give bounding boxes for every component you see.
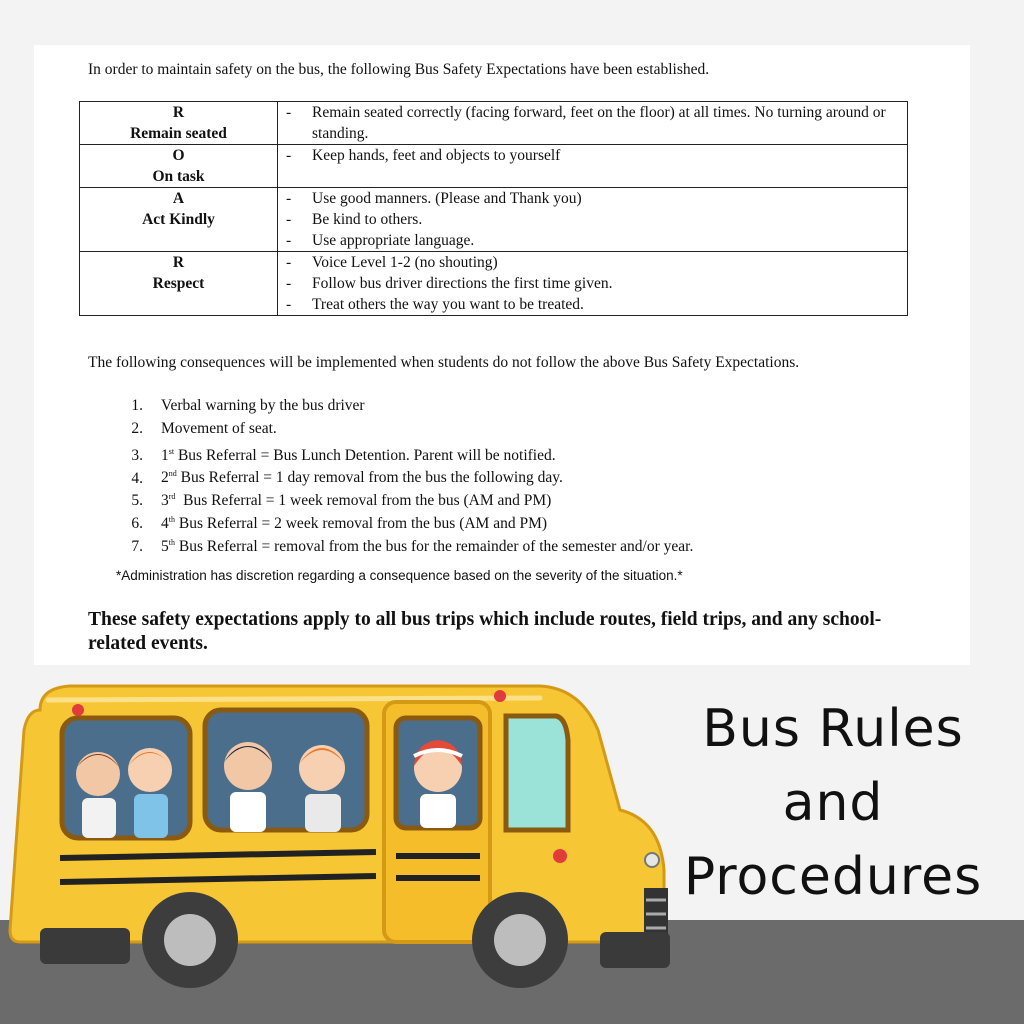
consequence-text: Bus Referral = 1 week removal from the bus (AM and PM) — [175, 492, 552, 510]
expectation-row — [80, 188, 908, 252]
expectation-item: - Voice Level 1-2 (no shouting) — [312, 252, 901, 273]
consequence-item — [88, 441, 693, 464]
expectation-letter: R — [172, 254, 185, 271]
expectation-row — [80, 252, 908, 316]
expectation-item: - Treat others the way you want to be treated. — [312, 294, 901, 315]
ordinal-suffix: rd — [168, 492, 176, 502]
consequence-number: 2. — [131, 419, 143, 437]
expectation-item: - Be kind to others. — [312, 209, 901, 230]
title-line-2: and — [782, 773, 884, 833]
expectation-item: - Keep hands, feet and objects to yourself — [312, 145, 901, 166]
expectation-letter: A — [172, 190, 185, 207]
expectation-letter: R — [172, 104, 185, 121]
expectation-letter-cell — [80, 145, 278, 188]
expectation-item: - Use appropriate language. — [312, 230, 901, 251]
consequence-number: 6. — [131, 515, 143, 533]
document-page — [34, 45, 970, 665]
expectation-item: - Remain seated correctly (facing forward, feet on the floor) at all times. No turning around or standing. — [312, 102, 901, 144]
closing-statement: These safety expectations apply to all bus trips which include routes, field trips, and any school-related events. — [88, 609, 882, 654]
consequence-item — [88, 509, 693, 532]
referral-ordinal: 4 — [161, 515, 169, 533]
consequence-number: 3. — [131, 446, 143, 464]
consequence-item — [88, 418, 693, 441]
consequence-text: Bus Referral = removal from the bus for the remainder of the semester and/or year. — [174, 537, 694, 555]
ordinal-suffix: th — [168, 537, 175, 547]
expectation-letter-cell — [80, 188, 278, 252]
expectation-description-cell — [278, 188, 908, 252]
referral-ordinal: 2 — [161, 469, 169, 487]
consequence-item — [88, 463, 693, 486]
expectation-name: Respect — [152, 275, 205, 292]
consequence-number: 4. — [131, 469, 143, 487]
school-bus-illustration — [0, 670, 680, 1010]
expectation-description-cell — [278, 145, 908, 188]
consequence-text: Movement of seat. — [161, 419, 277, 437]
expectation-item: - Follow bus driver directions the first time given. — [312, 273, 901, 294]
bus-rules-title — [668, 692, 998, 914]
expectation-letter: O — [172, 147, 185, 164]
expectation-name: Act Kindly — [142, 211, 215, 228]
consequence-item — [88, 395, 693, 418]
intro-text: In order to maintain safety on the bus, the following Bus Safety Expectations have been established. — [88, 61, 710, 78]
expectation-letter-cell — [80, 252, 278, 316]
consequence-number: 5. — [131, 492, 143, 510]
expectation-description-cell — [278, 252, 908, 316]
consequence-item — [88, 486, 693, 509]
consequence-number: 1. — [131, 397, 143, 414]
consequence-text: Verbal warning by the bus driver — [161, 397, 365, 414]
referral-ordinal: 1 — [161, 446, 169, 464]
expectation-name: On task — [152, 168, 205, 185]
discretion-note: *Administration has discretion regarding a consequence based on the severity of the situation.* — [116, 568, 683, 583]
consequence-text: Bus Referral = 2 week removal from the bus (AM and PM) — [174, 515, 548, 533]
consequence-number: 7. — [131, 537, 143, 555]
expectations-table — [79, 101, 908, 316]
title-line-3: Procedures — [683, 847, 983, 907]
expectation-description-cell — [278, 102, 908, 145]
ordinal-suffix: st — [168, 446, 175, 456]
consequence-item — [88, 532, 693, 555]
ordinal-suffix: th — [168, 514, 175, 524]
expectation-item: - Use good manners. (Please and Thank you) — [312, 188, 901, 209]
referral-ordinal: 3 — [161, 492, 169, 510]
expectation-row — [80, 145, 908, 188]
consequence-text: Bus Referral = 1 day removal from the bus the following day. — [176, 469, 563, 487]
title-line-1: Bus Rules — [702, 699, 964, 759]
expectation-name: Remain seated — [130, 125, 227, 142]
consequences-intro: The following consequences will be implemented when students do not follow the above Bus Safety Expectations. — [88, 354, 800, 371]
consequences-list — [88, 395, 693, 555]
expectation-letter-cell — [80, 102, 278, 145]
referral-ordinal: 5 — [161, 537, 169, 555]
ordinal-suffix: nd — [168, 469, 177, 479]
consequence-text: Bus Referral = Bus Lunch Detention. Parent will be notified. — [174, 446, 556, 464]
expectation-row — [80, 102, 908, 145]
